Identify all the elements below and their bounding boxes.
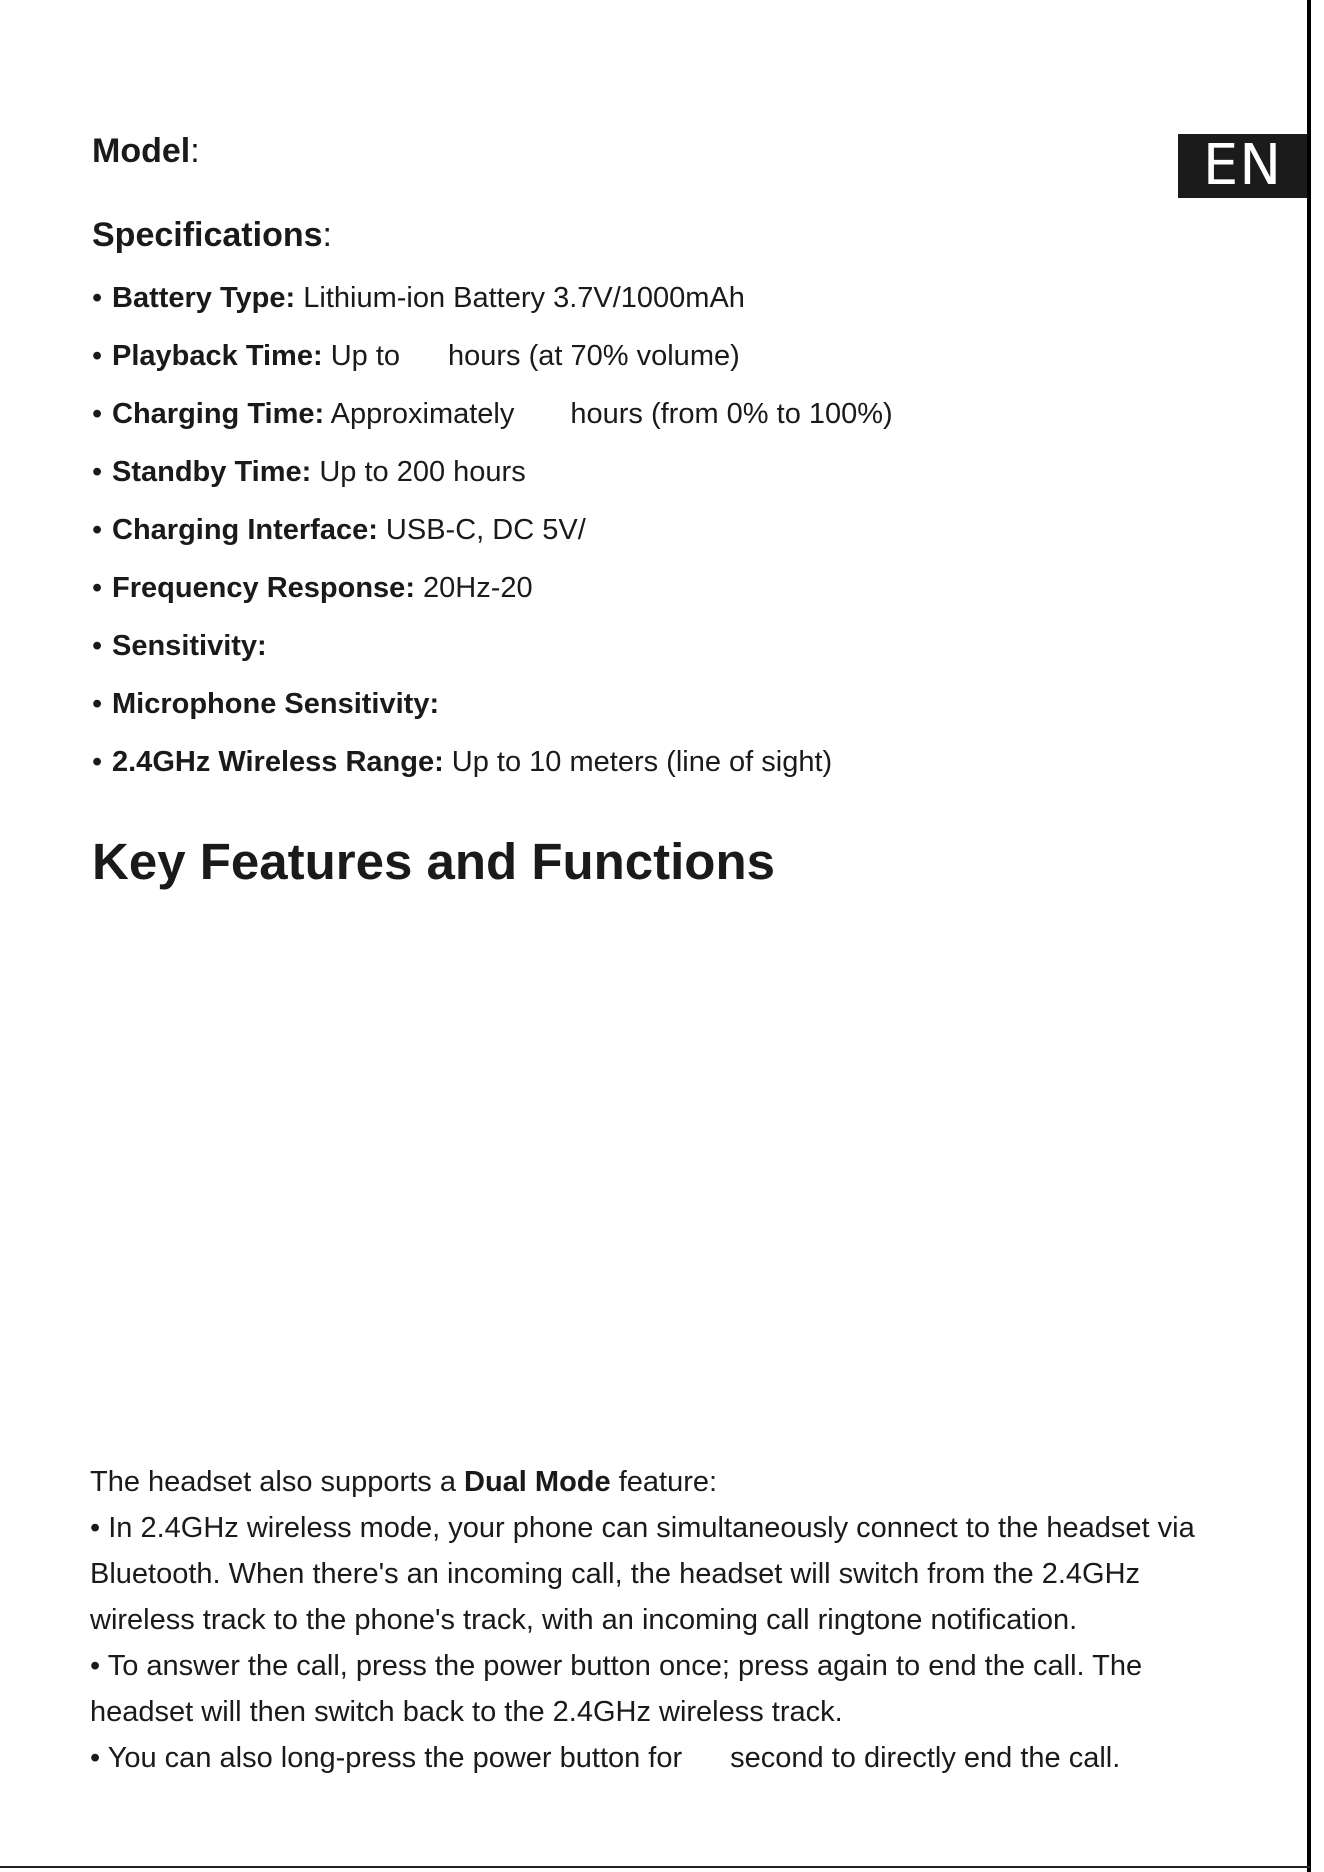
model-label: Model bbox=[92, 132, 191, 170]
dual-mode-point bbox=[90, 1735, 1250, 1781]
point-text: In 2.4GHz wireless mode, your phone can simultaneously connect to the headset via Bluetooth. When there's an incoming call, the headset will switch from the 2.4GHz wireless track to the phone's track, with an incoming call ringtone notification. bbox=[90, 1512, 1195, 1636]
bullet: • bbox=[92, 398, 103, 430]
bullet: • bbox=[92, 572, 103, 604]
spec-label: Standby Time: bbox=[112, 456, 312, 488]
bullet: • bbox=[92, 746, 103, 778]
specifications-heading bbox=[92, 216, 332, 255]
model-heading bbox=[92, 132, 200, 171]
dual-mode-point bbox=[90, 1505, 1250, 1643]
bullet: • bbox=[92, 340, 103, 372]
bullet: • bbox=[92, 688, 103, 720]
bullet: • bbox=[92, 456, 103, 488]
bullet: • bbox=[92, 282, 103, 314]
spec-value: Up to 200 hours bbox=[311, 456, 526, 488]
spec-value-unit: hours (at 70% volume) bbox=[448, 340, 740, 372]
spec-battery-type bbox=[92, 278, 893, 336]
spec-value: USB-C, DC 5V/ bbox=[377, 514, 586, 546]
spec-sensitivity bbox=[92, 626, 893, 684]
specifications-colon: : bbox=[322, 216, 332, 254]
spec-label: Sensitivity: bbox=[112, 630, 267, 662]
spec-value: 20Hz-20 bbox=[414, 572, 533, 604]
intro-text-end: feature: bbox=[610, 1466, 718, 1498]
spec-label: Battery Type: bbox=[112, 282, 296, 314]
bullet: • bbox=[90, 1512, 101, 1544]
spec-charging-interface bbox=[92, 510, 893, 568]
intro-text: The headset also supports a bbox=[90, 1466, 465, 1498]
spec-standby-time bbox=[92, 452, 893, 510]
spec-value: Up to 10 meters (line of sight) bbox=[443, 746, 833, 778]
specifications-list bbox=[92, 278, 893, 800]
bullet: • bbox=[90, 1650, 101, 1682]
spec-value: Approximately bbox=[324, 398, 515, 430]
bullet: • bbox=[92, 514, 103, 546]
point-text-end: second to directly end the call. bbox=[730, 1742, 1121, 1774]
spec-value: Lithium-ion Battery 3.7V/1000mAh bbox=[295, 282, 745, 314]
dual-mode-section bbox=[90, 1459, 1250, 1781]
spec-label: Microphone Sensitivity: bbox=[112, 688, 440, 720]
spec-microphone-sensitivity bbox=[92, 684, 893, 742]
point-text: You can also long-press the power button for bbox=[100, 1742, 683, 1774]
specifications-label: Specifications bbox=[92, 216, 323, 254]
spec-label: 2.4GHz Wireless Range: bbox=[112, 746, 444, 778]
page-bottom-rule bbox=[0, 1866, 1310, 1868]
spec-label: Charging Time: bbox=[112, 398, 325, 430]
dual-mode-intro bbox=[90, 1459, 1250, 1505]
point-text: To answer the call, press the power button once; press again to end the call. The headset will then switch back to the 2.4GHz wireless track. bbox=[90, 1650, 1143, 1728]
spec-playback-time bbox=[92, 336, 893, 394]
model-colon: : bbox=[190, 132, 200, 170]
key-features-heading: Key Features and Functions bbox=[92, 833, 775, 890]
bullet: • bbox=[92, 630, 103, 662]
spec-label: Charging Interface: bbox=[112, 514, 378, 546]
spec-value: Up to bbox=[322, 340, 401, 372]
dual-mode-term: Dual Mode bbox=[464, 1466, 611, 1498]
page-edge-rule bbox=[1307, 0, 1311, 1872]
spec-value-unit: hours (from 0% to 100%) bbox=[570, 398, 893, 430]
language-tab: EN bbox=[1178, 134, 1307, 198]
spec-frequency-response bbox=[92, 568, 893, 626]
spec-label: Playback Time: bbox=[112, 340, 323, 372]
spec-label: Frequency Response: bbox=[112, 572, 415, 604]
dual-mode-point bbox=[90, 1643, 1250, 1735]
spec-charging-time bbox=[92, 394, 893, 452]
bullet: • bbox=[90, 1742, 101, 1774]
spec-wireless-range bbox=[92, 742, 893, 800]
